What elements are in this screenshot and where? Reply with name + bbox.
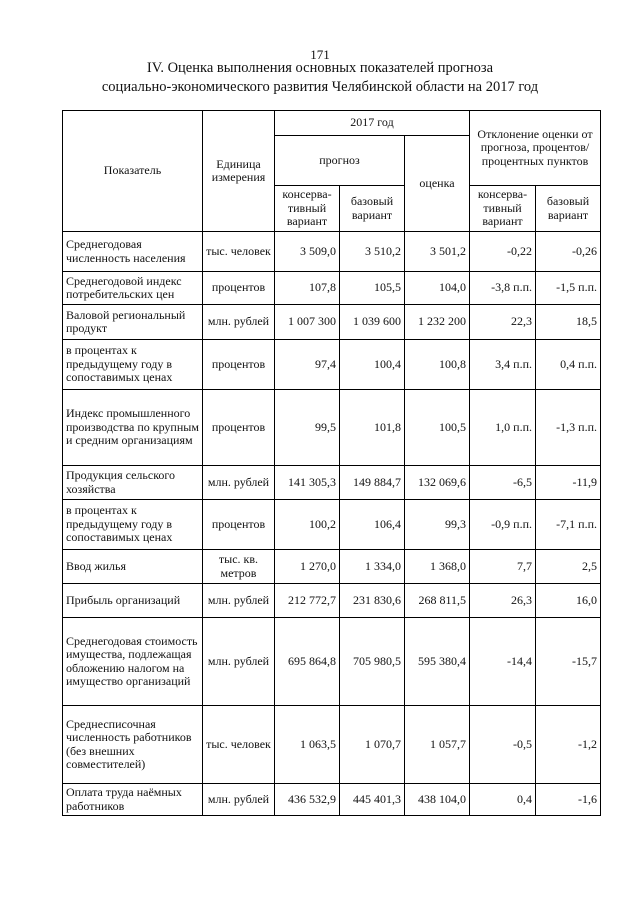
table-row bbox=[63, 550, 601, 584]
row-base: 100,4 bbox=[340, 340, 405, 390]
row-unit: млн. рублей bbox=[203, 466, 275, 500]
row-base: 1 070,7 bbox=[340, 706, 405, 784]
row-dev-conservative: 7,7 bbox=[470, 550, 536, 584]
row-conservative: 1 270,0 bbox=[275, 550, 340, 584]
table-row bbox=[63, 340, 601, 390]
row-conservative: 695 864,8 bbox=[275, 618, 340, 706]
table-row bbox=[63, 584, 601, 618]
header-base: базовый вариант bbox=[340, 186, 405, 232]
row-base: 106,4 bbox=[340, 500, 405, 550]
row-unit: тыс. кв. метров bbox=[203, 550, 275, 584]
row-base: 149 884,7 bbox=[340, 466, 405, 500]
row-indicator: Ввод жилья bbox=[63, 550, 203, 584]
row-dev-base: 16,0 bbox=[536, 584, 601, 618]
row-estimate: 1 232 200 bbox=[405, 305, 470, 340]
row-base: 1 334,0 bbox=[340, 550, 405, 584]
row-indicator: Среднегодовой индекс потребительских цен bbox=[63, 272, 203, 305]
row-indicator: Среднегодовая стоимость имущества, подлежащая обложению налогом на имущество организаций bbox=[63, 618, 203, 706]
row-dev-base: -1,5 п.п. bbox=[536, 272, 601, 305]
row-dev-base: 18,5 bbox=[536, 305, 601, 340]
row-estimate: 438 104,0 bbox=[405, 784, 470, 816]
row-unit: процентов bbox=[203, 272, 275, 305]
row-unit: процентов bbox=[203, 500, 275, 550]
page-number: 171 bbox=[310, 47, 330, 62]
row-conservative: 100,2 bbox=[275, 500, 340, 550]
page-title bbox=[0, 59, 640, 97]
row-dev-conservative: -6,5 bbox=[470, 466, 536, 500]
row-conservative: 107,8 bbox=[275, 272, 340, 305]
row-estimate: 132 069,6 bbox=[405, 466, 470, 500]
table-row bbox=[63, 305, 601, 340]
row-base: 705 980,5 bbox=[340, 618, 405, 706]
title-line-2: социально-экономического развития Челябинской области на 2017 год bbox=[101, 79, 539, 95]
row-estimate: 1 368,0 bbox=[405, 550, 470, 584]
row-indicator: Среднесписочная численность работников (без внешних совместителей) bbox=[63, 706, 203, 784]
row-conservative: 99,5 bbox=[275, 390, 340, 466]
row-dev-conservative: 1,0 п.п. bbox=[470, 390, 536, 466]
row-indicator: Прибыль организаций bbox=[63, 584, 203, 618]
row-unit: млн. рублей bbox=[203, 618, 275, 706]
table-row bbox=[63, 466, 601, 500]
row-unit: млн. рублей bbox=[203, 584, 275, 618]
row-dev-conservative: 22,3 bbox=[470, 305, 536, 340]
row-indicator: Продукция сельского хозяйства bbox=[63, 466, 203, 500]
row-indicator: Среднегодовая численность населения bbox=[63, 232, 203, 272]
table-row bbox=[63, 784, 601, 816]
row-estimate: 3 501,2 bbox=[405, 232, 470, 272]
row-unit: млн. рублей bbox=[203, 784, 275, 816]
header-estimate: оценка bbox=[405, 136, 470, 232]
row-conservative: 3 509,0 bbox=[275, 232, 340, 272]
row-estimate: 268 811,5 bbox=[405, 584, 470, 618]
row-unit: процентов bbox=[203, 340, 275, 390]
row-dev-conservative: -0,22 bbox=[470, 232, 536, 272]
header-indicator: Показатель bbox=[63, 111, 203, 232]
row-base: 105,5 bbox=[340, 272, 405, 305]
row-conservative: 212 772,7 bbox=[275, 584, 340, 618]
row-dev-conservative: 3,4 п.п. bbox=[470, 340, 536, 390]
table-row bbox=[63, 232, 601, 272]
row-conservative: 97,4 bbox=[275, 340, 340, 390]
row-indicator: Валовой региональный продукт bbox=[63, 305, 203, 340]
table-body bbox=[63, 232, 601, 816]
row-base: 3 510,2 bbox=[340, 232, 405, 272]
table-row bbox=[63, 390, 601, 466]
row-indicator: Индекс промышленного производства по крупным и средним организациям bbox=[63, 390, 203, 466]
row-conservative: 1 007 300 bbox=[275, 305, 340, 340]
row-unit: млн. рублей bbox=[203, 305, 275, 340]
row-estimate: 99,3 bbox=[405, 500, 470, 550]
row-dev-base: -11,9 bbox=[536, 466, 601, 500]
row-dev-base: 0,4 п.п. bbox=[536, 340, 601, 390]
table-row bbox=[63, 618, 601, 706]
row-base: 1 039 600 bbox=[340, 305, 405, 340]
row-conservative: 141 305,3 bbox=[275, 466, 340, 500]
header-forecast: прогноз bbox=[275, 136, 405, 186]
row-conservative: 1 063,5 bbox=[275, 706, 340, 784]
row-unit: тыс. человек bbox=[203, 232, 275, 272]
row-dev-base: -1,3 п.п. bbox=[536, 390, 601, 466]
row-indicator: Оплата труда наёмных работников bbox=[63, 784, 203, 816]
row-unit: процентов bbox=[203, 390, 275, 466]
row-dev-conservative: -0,9 п.п. bbox=[470, 500, 536, 550]
row-dev-base: -0,26 bbox=[536, 232, 601, 272]
row-base: 231 830,6 bbox=[340, 584, 405, 618]
row-dev-base: 2,5 bbox=[536, 550, 601, 584]
indicators-table bbox=[62, 110, 601, 816]
table-row bbox=[63, 706, 601, 784]
row-unit: тыс. человек bbox=[203, 706, 275, 784]
table-header bbox=[63, 111, 601, 232]
row-indicator: в процентах к предыдущему году в сопоставимых ценах bbox=[63, 340, 203, 390]
header-unit: Единица измерения bbox=[203, 111, 275, 232]
header-dev-base: базовый вариант bbox=[536, 186, 601, 232]
row-dev-base: -7,1 п.п. bbox=[536, 500, 601, 550]
title-line-1: IV. Оценка выполнения основных показателей прогноза bbox=[146, 60, 494, 76]
row-base: 445 401,3 bbox=[340, 784, 405, 816]
header-deviation: Отклонение оценки от прогноза, процентов/ процентных пунктов bbox=[470, 111, 601, 186]
row-estimate: 1 057,7 bbox=[405, 706, 470, 784]
row-estimate: 595 380,4 bbox=[405, 618, 470, 706]
row-dev-conservative: 0,4 bbox=[470, 784, 536, 816]
row-dev-base: -15,7 bbox=[536, 618, 601, 706]
table-row bbox=[63, 500, 601, 550]
header-dev-conservative: консерва-тивный вариант bbox=[470, 186, 536, 232]
row-estimate: 100,5 bbox=[405, 390, 470, 466]
row-base: 101,8 bbox=[340, 390, 405, 466]
row-dev-conservative: -3,8 п.п. bbox=[470, 272, 536, 305]
row-dev-conservative: -0,5 bbox=[470, 706, 536, 784]
row-dev-base: -1,6 bbox=[536, 784, 601, 816]
row-dev-base: -1,2 bbox=[536, 706, 601, 784]
header-conservative: консерва-тивный вариант bbox=[275, 186, 340, 232]
header-year: 2017 год bbox=[275, 111, 470, 136]
row-indicator: в процентах к предыдущему году в сопоставимых ценах bbox=[63, 500, 203, 550]
row-conservative: 436 532,9 bbox=[275, 784, 340, 816]
row-dev-conservative: 26,3 bbox=[470, 584, 536, 618]
table-row bbox=[63, 272, 601, 305]
row-dev-conservative: -14,4 bbox=[470, 618, 536, 706]
row-estimate: 100,8 bbox=[405, 340, 470, 390]
row-estimate: 104,0 bbox=[405, 272, 470, 305]
